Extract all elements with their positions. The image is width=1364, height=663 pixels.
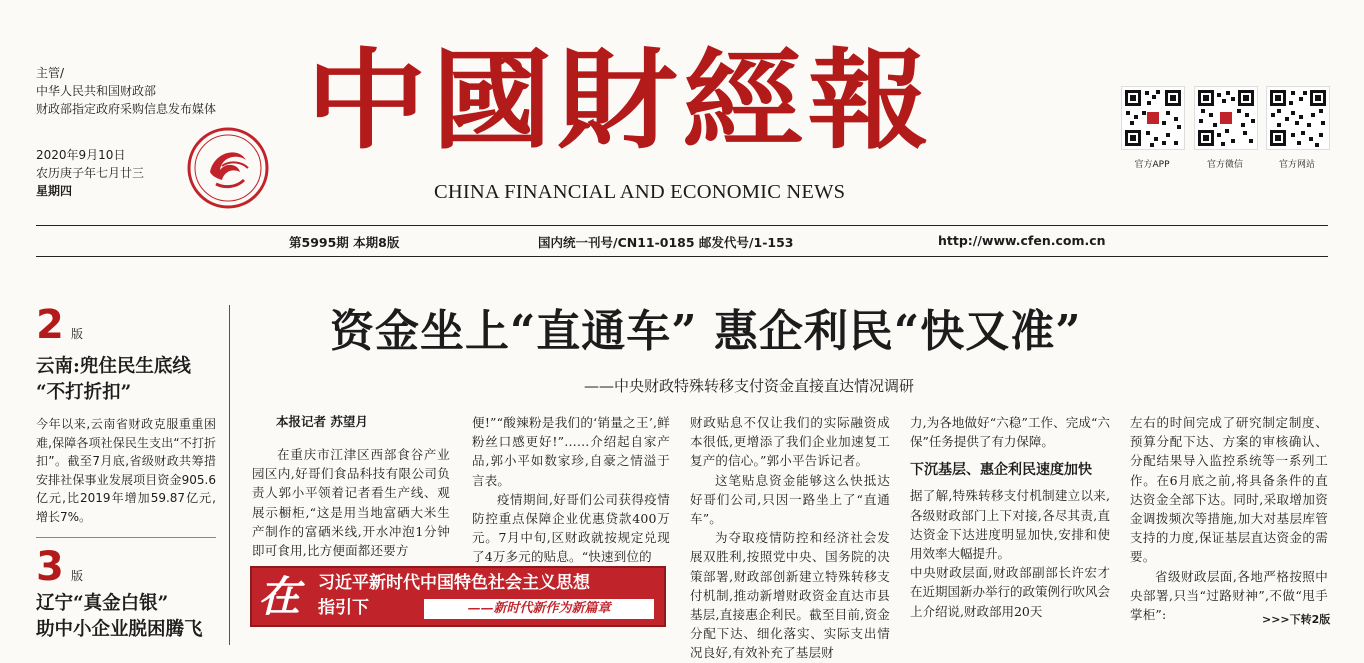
page-number: 3 (36, 544, 64, 590)
subheadline: ——中央财政特殊转移支付资金直接直达情况调研 (584, 377, 915, 395)
banner-line-1: 习近平新时代中国特色社会主义思想 (318, 573, 590, 593)
paragraph: 便!”“酸辣粉是我们的‘销量之王’,鲜粉丝口感更好!”……介绍起自家产品,郭小平如数家珍,自豪之情溢于言表。 (472, 415, 670, 488)
weekday: 星期四 (36, 184, 73, 198)
supervisor-block (36, 64, 216, 118)
website-link[interactable]: http://www.cfen.com.cn (938, 233, 1106, 248)
article-column-3 (690, 413, 890, 661)
page-unit: 版 (70, 327, 83, 341)
page-number: 2 (36, 302, 64, 348)
banner-tagline: ——新时代新作为新篇章 (424, 599, 654, 619)
sidebar-summary: 今年以来,云南省财政克服重重困难,保障各项社保民生支出“不打折扣”。截至7月底,省级财政共筹措安排社保事业发展项目资金905.6亿元,比2019年增加59.87亿元,增长7%。 (36, 417, 216, 524)
paragraph: 财政贴息不仅让我们的实际融资成本很低,更增添了我们企业加速复工复产的信心。”郭小平告诉记者。 (690, 415, 890, 469)
article-column-4 (910, 413, 1110, 638)
paragraph: 省级财政层面,各地严格按照中央部署,只当“过路财神”,不做“甩手掌柜”: (1130, 568, 1328, 623)
sidebar-item-page-2[interactable] (36, 303, 216, 527)
bottom-rule (36, 256, 1328, 257)
qr-code-icon[interactable] (1194, 86, 1258, 150)
theme-banner[interactable] (250, 566, 666, 627)
issue-number: 第5995期 本期8版 (289, 235, 400, 250)
paragraph: 疫情期间,好哥们公司获得疫情防控重点保障企业优惠贷款400万元。7月中旬,区财政就按规定兑现了4万多元的贴息。“快速到位的 (472, 491, 670, 565)
seal-icon (186, 126, 270, 210)
supervisor-line: 中华人民共和国财政部 (36, 84, 157, 98)
article-column-1: 在重庆市江津区西部食谷产业园区内,好哥们食品科技有限公司负责人郭小平领着记者看生产线、观展示橱柜,“这是用当地富硒大米生产制作的富硒米线,开水冲泡1分钟即可食用,比方便面都还要方 (252, 447, 450, 559)
sidebar-title: “不打折扣” (36, 382, 132, 403)
banner-line-2: 指引下 (318, 598, 369, 618)
qr-label: 官方APP (1134, 160, 1170, 170)
continued-link[interactable]: >>>下转2版 (1262, 613, 1331, 626)
qr-code-icon[interactable] (1266, 86, 1330, 150)
sidebar-divider (36, 537, 216, 538)
date-block (36, 146, 144, 200)
supervisor-line: 财政部指定政府采购信息发布媒体 (36, 102, 217, 116)
sidebar-title: 辽宁“真金白银” (36, 593, 169, 614)
publish-date: 2020年9月10日 (36, 148, 126, 162)
serial-number: 国内统一刊号/CN11-0185 邮发代号/1-153 (538, 235, 794, 250)
column-text: 力,为各地做好“六稳”工作、完成“六保”任务提供了有力保障。 (910, 415, 1110, 450)
sidebar-item-page-3[interactable] (36, 545, 216, 643)
paragraph: 为夺取疫情防控和经济社会发展双胜利,按照党中央、国务院的决策部署,财政部创新建立特殊转移支付机制,推动新增财政资金直达市县基层,直接惠企利民。截至目前,资金分配下达、细化落实、实际支出情况良好,有效补充了基层财 (690, 530, 890, 661)
top-rule (36, 225, 1328, 226)
paragraph: 左右的时间完成了研究制定制度、预算分配下达、方案的审核确认、分配结果导入监控系统等一系列工作。在6月底之前,将具备条件的直达资金全部下达。同时,采取增加资金调拨频次等措施,加大对基层库管支持的力度,保证基层直达资金的需要。 (1130, 415, 1328, 565)
supervisor-line: 主管/ (36, 66, 65, 80)
section-subhead: 下沉基层、惠企利民速度加快 (910, 462, 1092, 479)
qr-label: 官方微信 (1206, 160, 1243, 170)
byline: 本报记者 苏望月 (276, 414, 368, 429)
headline[interactable]: 资金坐上“直通车” 惠企利民“快又准” (330, 306, 1082, 357)
page-unit: 版 (70, 569, 83, 583)
seal-logo (186, 126, 270, 210)
banner-big-char: 在 (258, 572, 301, 621)
qr-code-icon[interactable] (1121, 86, 1185, 150)
column-text: 据了解,特殊转移支付机制建立以来,各级财政部门上下对接,各尽其责,直达资金下达进度明显加快,安排和使用效率大幅提升。 中央财政层面,财政部副部长许宏才在近期国新办举行的政策例行吹风会上介绍说,财政部用20天 (910, 488, 1111, 619)
newspaper-title-english: CHINA FINANCIAL AND ECONOMIC NEWS (434, 181, 846, 203)
lunar-date: 农历庚子年七月廿三 (36, 166, 145, 180)
sidebar-title: 云南:兜住民生底线 (36, 356, 191, 377)
paragraph: 这笔贴息资金能够这么快抵达好哥们公司,只因一路坐上了“直通车”。 (690, 472, 890, 527)
newspaper-title: 中國財經報 (306, 38, 934, 164)
qr-label: 官方网站 (1278, 160, 1315, 170)
sidebar-title: 助中小企业脱困腾飞 (36, 619, 203, 640)
article-column-2 (472, 413, 670, 565)
sidebar-vertical-rule (229, 305, 230, 645)
